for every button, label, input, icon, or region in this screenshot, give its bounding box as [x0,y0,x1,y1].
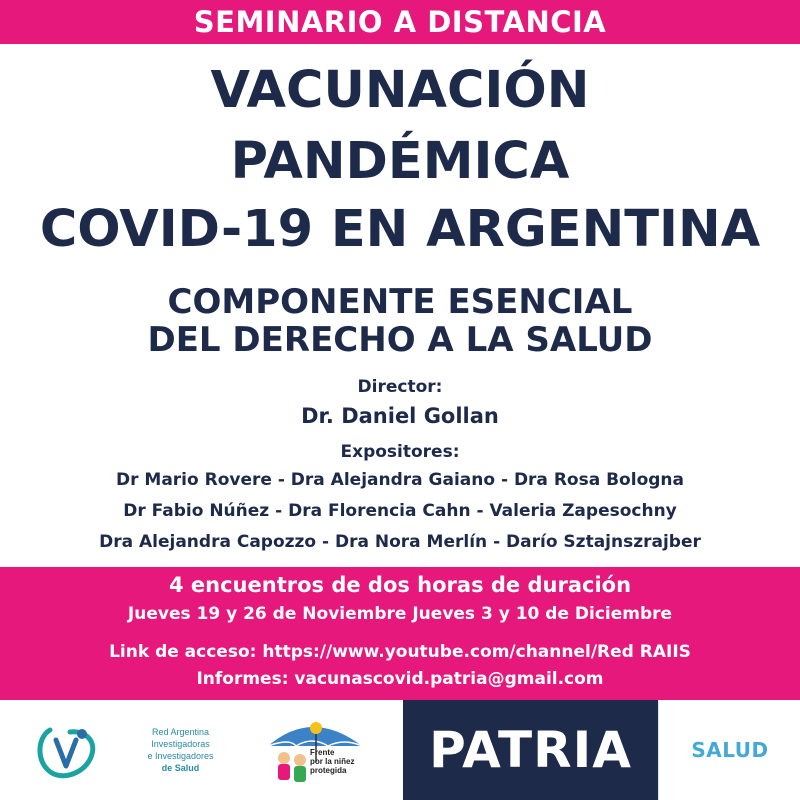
details-banner [0,567,800,700]
raiis-line-2: Investigadoras [151,739,210,749]
frente-line-3: protegida [310,766,347,775]
contact-email[interactable]: Informes: vacunascovid.patria@gmail.com [196,669,604,689]
raiis-line-3: e Investigadores [147,751,214,761]
patria-logo [403,700,658,800]
dates-text: Jueves 19 y 26 de Noviembre Jueves 3 y 10 de Diciembre [127,604,673,624]
title-line-1: VACUNACIÓN [210,61,590,120]
frente-logo [262,714,374,788]
salud-wordmark: SALUD [691,738,769,762]
title-line-2: PANDÉMICA [230,132,570,191]
frente-line-2: por la niñez [310,757,355,766]
access-link[interactable]: Link de acceso: https://www.youtube.com/channel/Red RAIIS [109,642,691,662]
top-banner [0,0,800,44]
raiis-line-4: de Salud [161,763,200,773]
raiis-name [118,726,243,774]
speakers-line-3: Dra Alejandra Capozzo - Dra Nora Merlín - Darío Sztajnszrajber [99,532,701,552]
speakers-line-2: Dr Fabio Núñez - Dra Florencia Cahn - Valeria Zapesochny [123,501,677,521]
subtitle-line-1: COMPONENTE ESENCIAL [167,282,633,322]
salud-logo [658,700,800,800]
subtitle-line-2: DEL DERECHO A LA SALUD [147,320,653,360]
patria-wordmark: PATRIA [429,721,632,779]
director-name: Dr. Daniel Gollan [301,404,499,428]
raiis-emblem-icon [32,722,102,782]
footer-logos [0,700,800,800]
speakers-line-1: Dr Mario Rovere - Dra Alejandra Gaiano - Dra Rosa Bologna [116,470,684,490]
raiis-logo [20,710,250,790]
encounters-text: 4 encuentros de dos horas de duración [168,573,632,597]
speakers-label: Expositores: [340,442,460,462]
frente-name [310,748,374,775]
title-line-3: COVID-19 EN ARGENTINA [39,200,761,259]
frente-line-1: Frente [310,748,335,757]
director-label: Director: [357,377,443,397]
raiis-line-1: Red Argentina [151,727,210,737]
banner-text: SEMINARIO A DISTANCIA [193,5,607,39]
